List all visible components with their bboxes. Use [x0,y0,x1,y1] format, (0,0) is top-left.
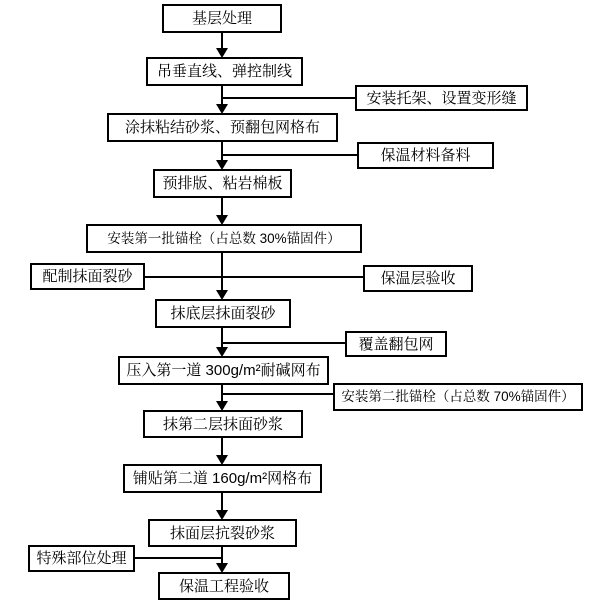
branch-line-prepare-mortar-acceptance [145,276,363,278]
node-prepare-face-mortar: 配制抹面裂砂 [30,263,145,290]
arrowhead-icon [216,160,228,170]
node-install-second-batch-anchors: 安装第二批锚栓（占总数 70%锚固件） [333,383,583,411]
node-hang-plumb-control-lines: 吊垂直线、弹控制线 [146,57,303,86]
arrowhead-icon [216,347,228,357]
node-insulation-project-acceptance: 保温工程验收 [158,572,290,600]
node-install-bracket-expansion-joint: 安装托架、设置变形缝 [355,85,528,111]
branch-line-second-anchors [221,393,333,395]
node-insulation-layer-acceptance: 保温层验收 [363,265,473,292]
node-base-surface-treatment: 基层处理 [162,4,282,33]
arrowhead-icon [216,215,228,225]
arrowhead-icon [216,455,228,465]
arrowhead-icon [216,290,228,300]
arrowhead-icon [216,401,228,411]
node-lay-second-mesh-cloth: 铺贴第二道 160g/m²网格布 [123,464,322,493]
arrowhead-icon [216,510,228,520]
node-insulation-material-preparation: 保温材料备料 [357,142,494,169]
branch-line-install-bracket [221,97,355,99]
node-press-first-alkali-resistant-mesh: 压入第一道 300g/m²耐碱网布 [118,356,329,385]
connector-line [221,328,223,349]
connector-line [221,86,223,106]
node-apply-bonding-mortar-wrap-mesh: 涂抹粘结砂浆、预翻包网格布 [107,113,338,142]
node-apply-base-face-mortar: 抹底层抹面裂砂 [155,299,291,328]
connector-line [221,142,223,162]
arrowhead-icon [216,104,228,114]
node-pre-layout-rock-wool-board: 预排版、粘岩棉板 [153,169,292,198]
branch-line-special-parts [135,557,222,559]
arrowhead-icon [216,563,228,573]
arrowhead-icon [216,48,228,58]
node-cover-wrap-mesh: 覆盖翻包网 [345,331,447,357]
node-special-parts-treatment: 特殊部位处理 [28,545,135,572]
node-install-first-batch-anchors: 安装第一批锚栓（占总数 30%锚固件） [86,224,362,253]
branch-line-insulation-material [221,154,357,156]
node-apply-second-face-mortar: 抹第二层抹面砂浆 [143,410,303,438]
node-crack-resistant-face-mortar: 抹面层抗裂砂浆 [148,519,297,547]
branch-line-cover-mesh [221,342,345,344]
connector-line [221,253,223,292]
